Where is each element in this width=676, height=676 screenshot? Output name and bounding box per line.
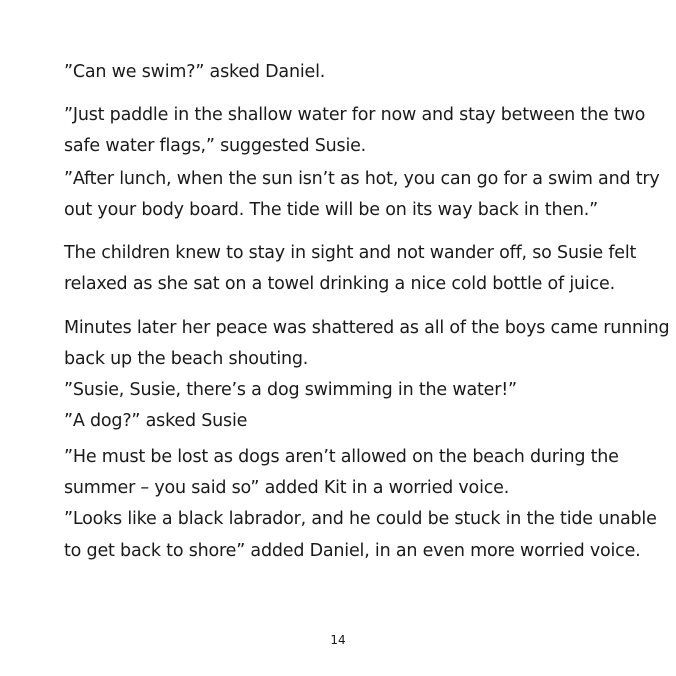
- story-line: ”A dog?” asked Susie: [64, 411, 248, 431]
- story-line: ”Can we swim?” asked Daniel.: [64, 62, 326, 82]
- story-line: Minutes later her peace was shattered as all of the boys came running: [64, 318, 670, 338]
- page-number: 14: [330, 633, 346, 647]
- story-line: safe water flags,” suggested Susie.: [64, 136, 367, 156]
- story-line: back up the beach shouting.: [64, 349, 309, 369]
- story-line: The children knew to stay in sight and not wander off, so Susie felt: [64, 243, 637, 263]
- story-line: ”Susie, Susie, there’s a dog swimming in the water!”: [64, 380, 517, 400]
- story-line: ”Looks like a black labrador, and he could be stuck in the tide unable: [64, 509, 657, 529]
- story-line: to get back to shore” added Daniel, in an even more worried voice.: [64, 541, 641, 561]
- story-line: ”After lunch, when the sun isn’t as hot, you can go for a swim and try: [64, 169, 660, 189]
- story-line: ”Just paddle in the shallow water for now and stay between the two: [64, 105, 646, 125]
- story-line: summer – you said so” added Kit in a worried voice.: [64, 478, 510, 498]
- story-line: relaxed as she sat on a towel drinking a nice cold bottle of juice.: [64, 274, 615, 294]
- story-line: ”He must be lost as dogs aren’t allowed on the beach during the: [64, 447, 619, 467]
- story-line: out your body board. The tide will be on its way back in then.”: [64, 200, 599, 220]
